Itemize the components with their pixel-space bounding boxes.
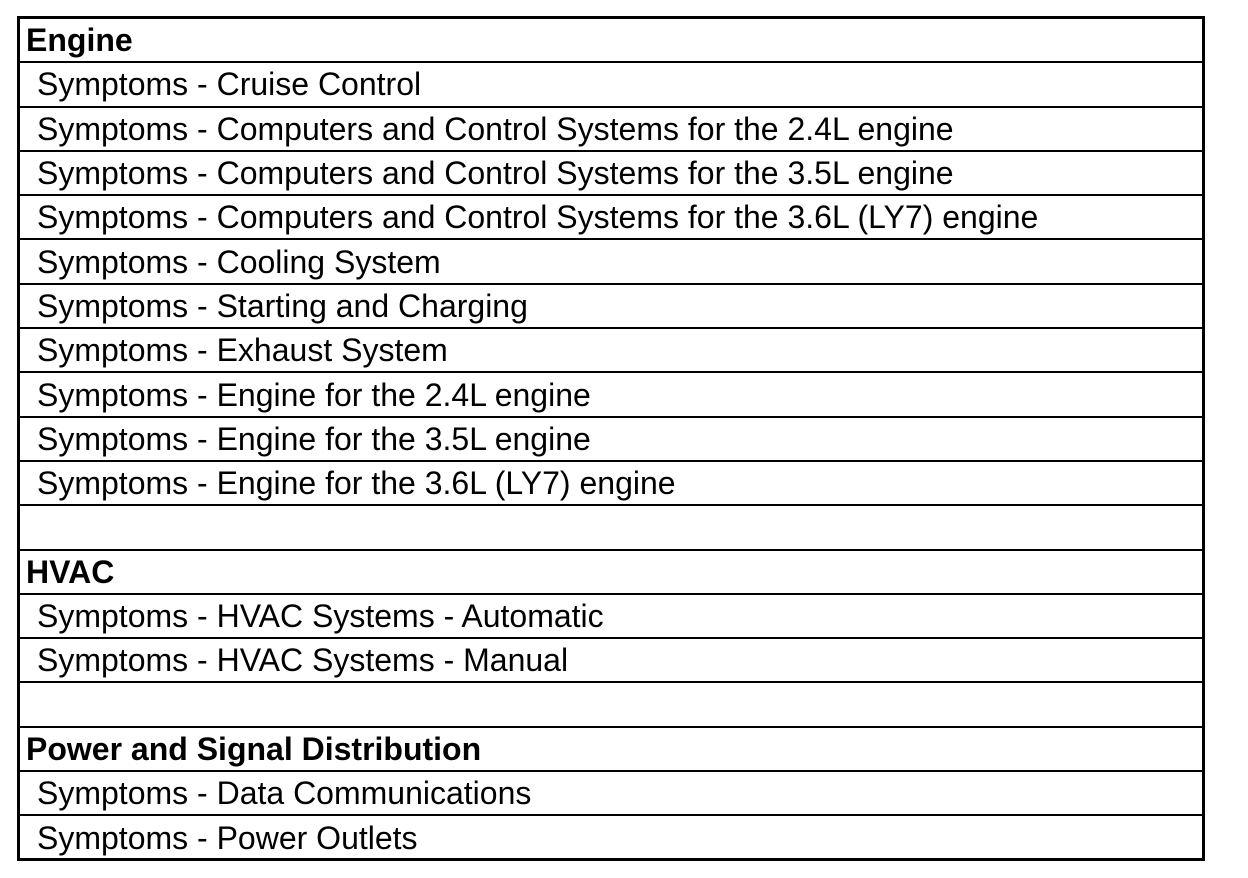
symptoms-index-table — [17, 16, 1205, 861]
list-item-cooling-system[interactable]: Symptoms - Cooling System — [20, 240, 1202, 284]
list-item-hvac-manual[interactable]: Symptoms - HVAC Systems - Manual — [20, 639, 1202, 683]
section-header-hvac: HVAC — [20, 551, 1202, 595]
spacer-row — [20, 506, 1202, 550]
list-item-cruise-control[interactable]: Symptoms - Cruise Control — [20, 63, 1202, 107]
list-item-power-outlets[interactable]: Symptoms - Power Outlets — [37, 820, 418, 857]
list-item-computers-2-4l[interactable]: Symptoms - Computers and Control Systems for the 2.4L engine — [20, 108, 1202, 152]
list-item-starting-charging[interactable]: Symptoms - Starting and Charging — [20, 285, 1202, 329]
list-item-hvac-automatic[interactable]: Symptoms - HVAC Systems - Automatic — [20, 595, 1202, 639]
section-header-power-signal: Power and Signal Distribution — [20, 728, 1202, 772]
list-item-engine-2-4l[interactable]: Symptoms - Engine for the 2.4L engine — [20, 373, 1202, 417]
list-item-data-communications[interactable]: Symptoms - Data Communications — [20, 772, 1202, 816]
list-item-computers-3-6l[interactable]: Symptoms - Computers and Control Systems for the 3.6L (LY7) engine — [20, 196, 1202, 240]
section-header-engine: Engine — [20, 19, 1202, 63]
list-item-engine-3-6l[interactable]: Symptoms - Engine for the 3.6L (LY7) engine — [20, 462, 1202, 506]
list-item-exhaust-system[interactable]: Symptoms - Exhaust System — [20, 329, 1202, 373]
list-item-computers-3-5l[interactable]: Symptoms - Computers and Control Systems for the 3.5L engine — [20, 152, 1202, 196]
spacer-row — [20, 683, 1202, 727]
list-item-engine-3-5l[interactable]: Symptoms - Engine for the 3.5L engine — [20, 418, 1202, 462]
